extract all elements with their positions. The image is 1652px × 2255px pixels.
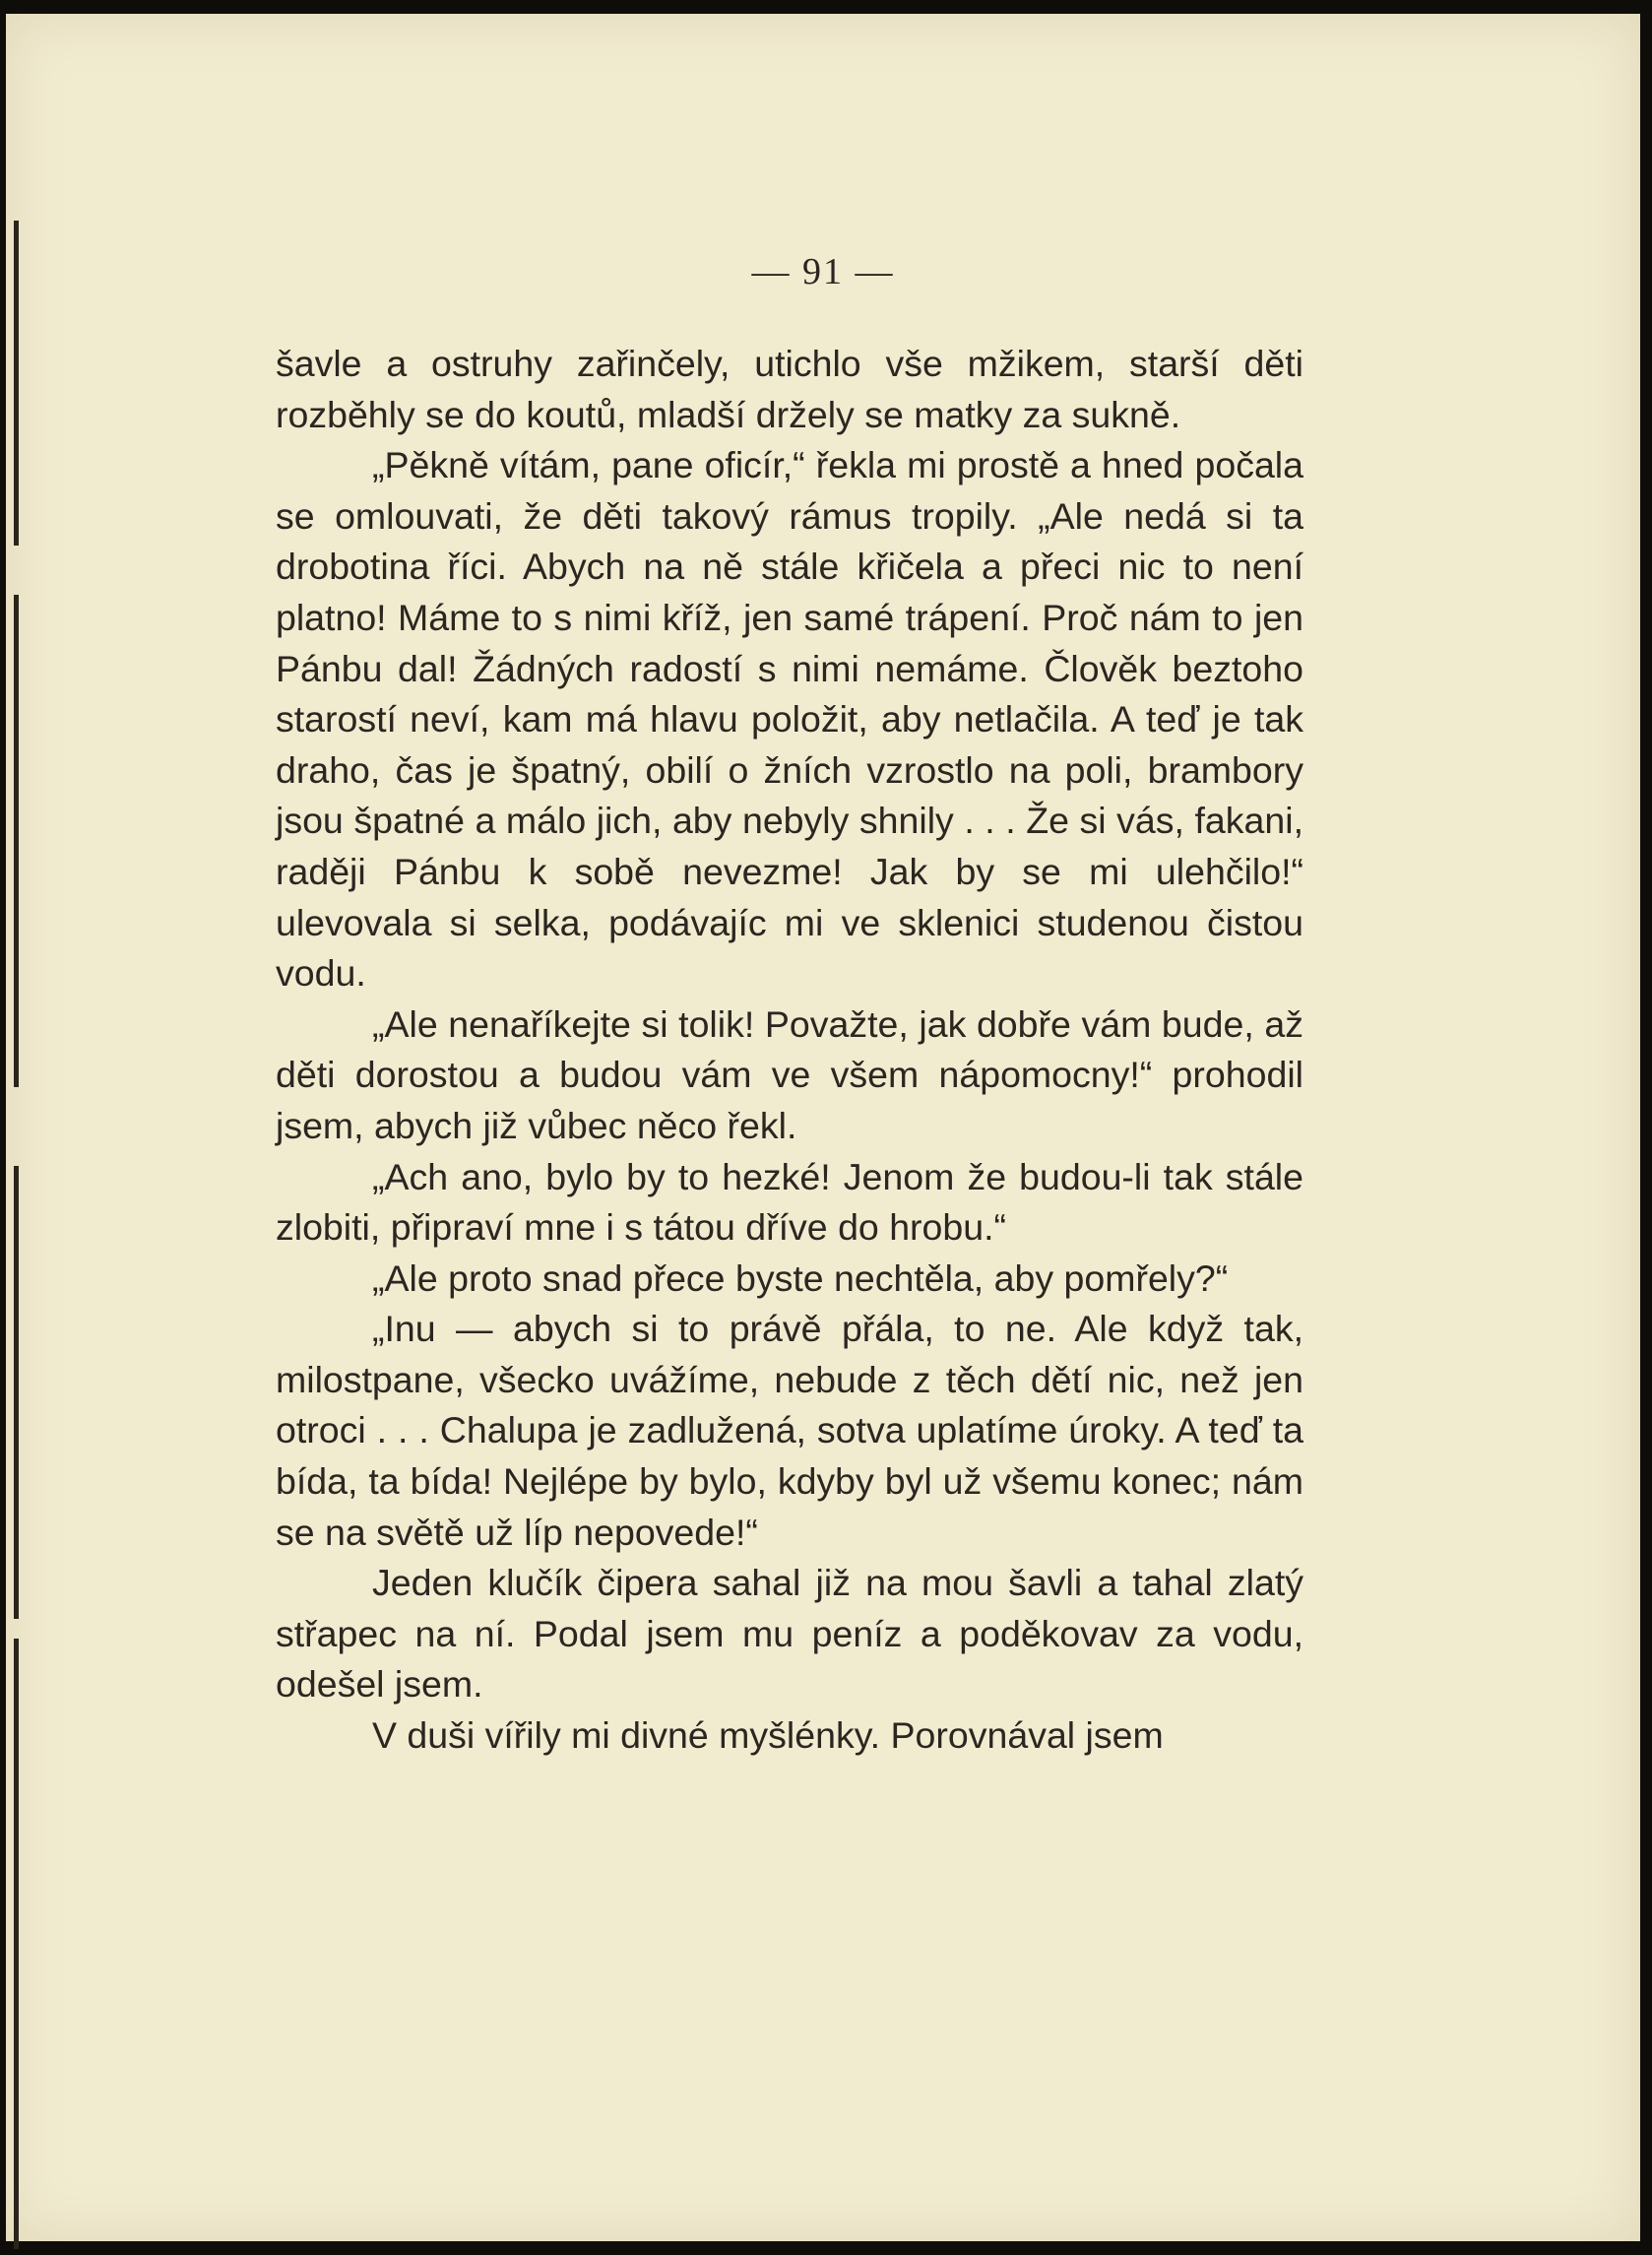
- book-page: [6, 14, 1640, 2241]
- paragraph: „Inu — abych si to právě přála, to ne. Ale když tak, milostpane, všecko uvážíme, nebude z těch dětí nic, než jen otroci . . . Chalupa je zadlužená, sotva uplatíme úroky. A teď ta bída, ta bída! Nejlépe by bylo, kdyby byl už všemu konec; nám se na světě už líp nepovede!“: [276, 1308, 1303, 1553]
- binding-edge-mark: [14, 1166, 19, 1619]
- paragraph: „Ach ano, bylo by to hezké! Jenom že budou-li tak stále zlobiti, připraví mne i s tátou dříve do hrobu.“: [276, 1155, 1303, 1249]
- paragraph: „Ale proto snad přece byste nechtěla, aby pomřely?“: [372, 1256, 1229, 1299]
- scan-border: [1640, 0, 1652, 2255]
- paragraph: Jeden klučík čipera sahal již na mou šavli a tahal zlatý střapec na ní. Podal jsem mu peníz a poděkovav za vodu, odešel jsem.: [276, 1562, 1303, 1706]
- paragraph: „Ale nenaříkejte si tolik! Považte, jak dobře vám bude, až děti dorostou a budou vám ve všem nápomocny!“ prohodil jsem, abych již vůbec něco řekl.: [276, 1002, 1303, 1146]
- paragraph: „Pěkně vítám, pane oficír,“ řekla mi prostě a hned počala se omlouvati, že děti takový rámus tropily. „Ale nedá si ta drobotina říci. Abych na ně stále křičela a přeci nic to není platno! Máme to s nimi kříž, jen samé trápení. Proč nám to jen Pánbu dal! Žádných radostí s nimi nemáme. Člověk beztoho starostí neví, kam má hlavu položit, aby netlačila. A teď je tak draho, čas je špatný, obilí o žních vzrostlo na poli, brambory jsou špatné a málo jich, aby nebyly shnily . . . Že si vás, fakani, raději Pánbu k sobě nevezme! Jak by se mi ulehčilo!“ ulevovala si selka, podávajíc mi ve sklenici studenou čistou vodu.: [276, 444, 1303, 995]
- binding-edge-mark: [14, 595, 19, 1087]
- body-text: [276, 339, 1303, 1762]
- paragraph: V duši vířily mi divné myšlénky. Porovnával jsem: [372, 1714, 1164, 1757]
- page-number: — 91 —: [751, 251, 895, 292]
- binding-edge-mark: [14, 2101, 19, 2249]
- paragraph: šavle a ostruhy zařinčely, utichlo vše mžikem, starší děti rozběhly se do koutů, mladší držely se matky za sukně.: [276, 343, 1303, 435]
